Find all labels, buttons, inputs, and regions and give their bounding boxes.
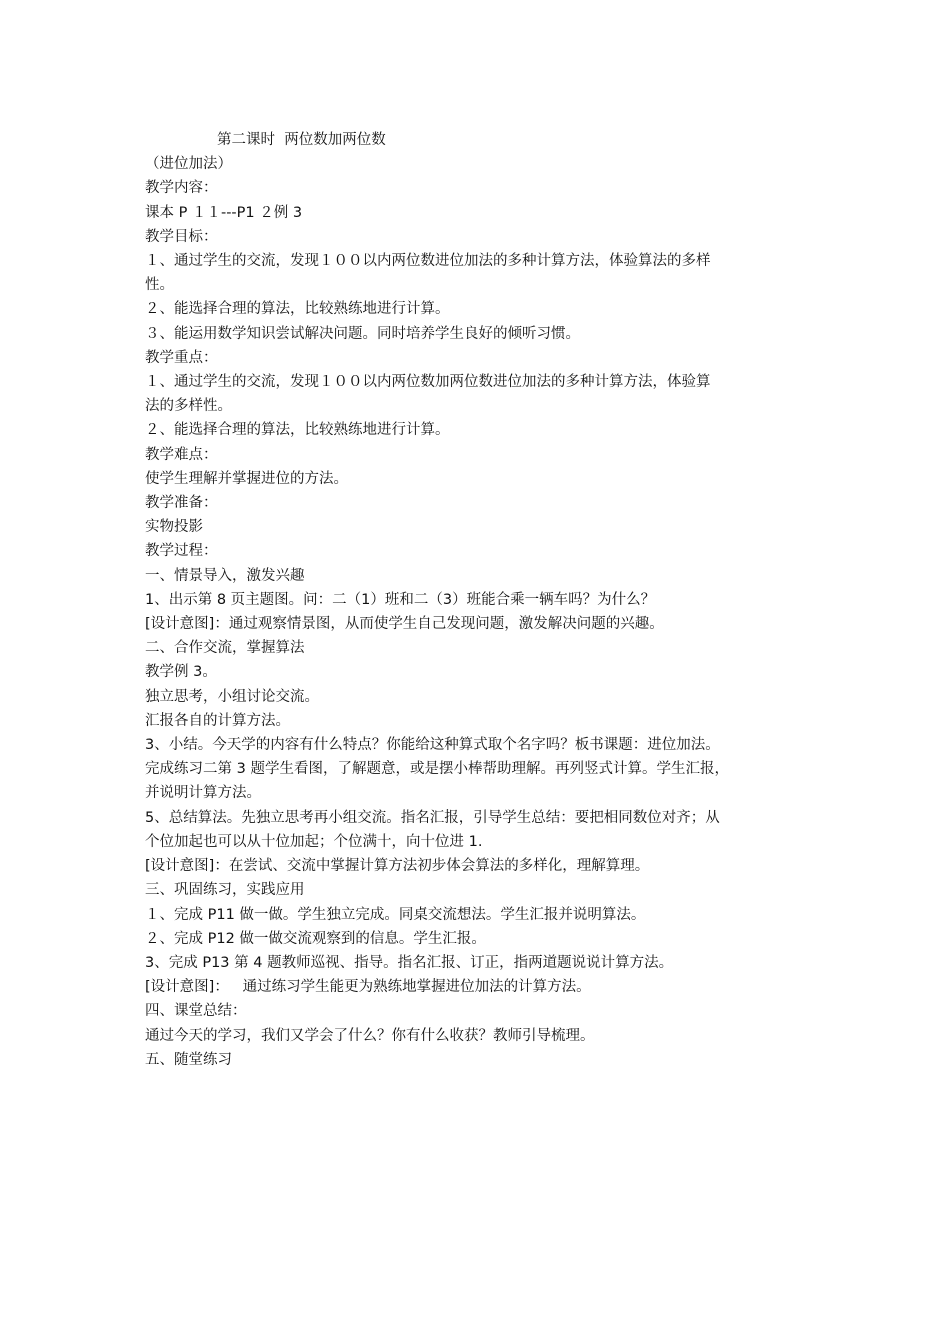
- text-line: 个位加起也可以从十位加起；个位满十，向十位进 1.: [145, 833, 483, 850]
- text-line: 三、巩固练习，实践应用: [145, 882, 305, 899]
- text-line: 法的多样性。: [145, 398, 232, 415]
- text-line: 教学准备：: [145, 495, 218, 512]
- text-line: 四、课堂总结：: [145, 1003, 247, 1020]
- text-line: 教学目标：: [145, 228, 218, 245]
- text-line: （进位加法）: [145, 156, 232, 173]
- text-line: 教学例 3。: [145, 664, 217, 681]
- text-line: 通过今天的学习，我们又学会了什么？你有什么收获？教师引导梳理。: [145, 1027, 595, 1044]
- text-line: 独立思考，小组讨论交流。: [145, 688, 319, 705]
- text-line: 并说明计算方法。: [145, 785, 261, 802]
- text-line: [设计意图]： 通过练习学生能更为熟练地掌握进位加法的计算方法。: [145, 979, 591, 996]
- text-line: 汇报各自的计算方法。: [145, 712, 290, 729]
- text-line: [设计意图]：通过观察情景图，从而使学生自己发现问题，激发解决问题的兴趣。: [145, 616, 664, 633]
- text-line: 课本 P １１---P1 ２例 3: [145, 204, 303, 221]
- text-line: ２、能选择合理的算法，比较熟练地进行计算。: [145, 301, 450, 318]
- text-line: 3、小结。今天学的内容有什么特点？你能给这种算式取个名字吗？板书课题：进位加法。: [145, 737, 720, 754]
- text-line: 教学内容：: [145, 180, 218, 197]
- text-line: 教学重点：: [145, 349, 218, 366]
- text-line: [设计意图]：在尝试、交流中掌握计算方法初步体会算法的多样化，理解算理。: [145, 858, 650, 875]
- text-line: ２、能选择合理的算法，比较熟练地进行计算。: [145, 422, 450, 439]
- text-line: 3、完成 P13 第 4 题教师巡视、指导。指名汇报、订正，指两道题说说计算方法。: [145, 954, 674, 971]
- text-line: 教学过程：: [145, 543, 218, 560]
- text-line: １、通过学生的交流，发现１００以内两位数进位加法的多种计算方法，体验算法的多样: [145, 253, 711, 270]
- text-line: １、完成 P11 做一做。学生独立完成。同桌交流想法。学生汇报并说明算法。: [145, 906, 646, 923]
- text-line: 1、出示第 8 页主题图。问：二（1）班和二（3）班能合乘一辆车吗？为什么？: [145, 591, 656, 608]
- text-line: 完成练习二第 3 题学生看图，了解题意，或是摆小棒帮助理解。再列竖式计算。学生汇报，: [145, 761, 729, 778]
- text-line: 二、合作交流，掌握算法: [145, 640, 305, 657]
- text-line: ３、能运用数学知识尝试解决问题。同时培养学生良好的倾听习惯。: [145, 325, 580, 342]
- text-line: 使学生理解并掌握进位的方法。: [145, 470, 348, 487]
- text-line: 五、随堂练习: [145, 1051, 232, 1068]
- text-line: 5、总结算法。先独立思考再小组交流。指名汇报，引导学生总结：要把相同数位对齐；从: [145, 809, 720, 826]
- text-line: 实物投影: [145, 519, 203, 536]
- text-line: 性。: [145, 277, 174, 294]
- text-line: ２、完成 P12 做一做交流观察到的信息。学生汇报。: [145, 930, 486, 947]
- text-line: 一、情景导入，激发兴趣: [145, 567, 305, 584]
- document-title: 第二课时 两位数加两位数: [217, 132, 386, 148]
- document-page: [145, 128, 825, 1072]
- text-line: １、通过学生的交流，发现１００以内两位数加两位数进位加法的多种计算方法，体验算: [145, 374, 711, 391]
- text-line: 教学难点：: [145, 446, 218, 463]
